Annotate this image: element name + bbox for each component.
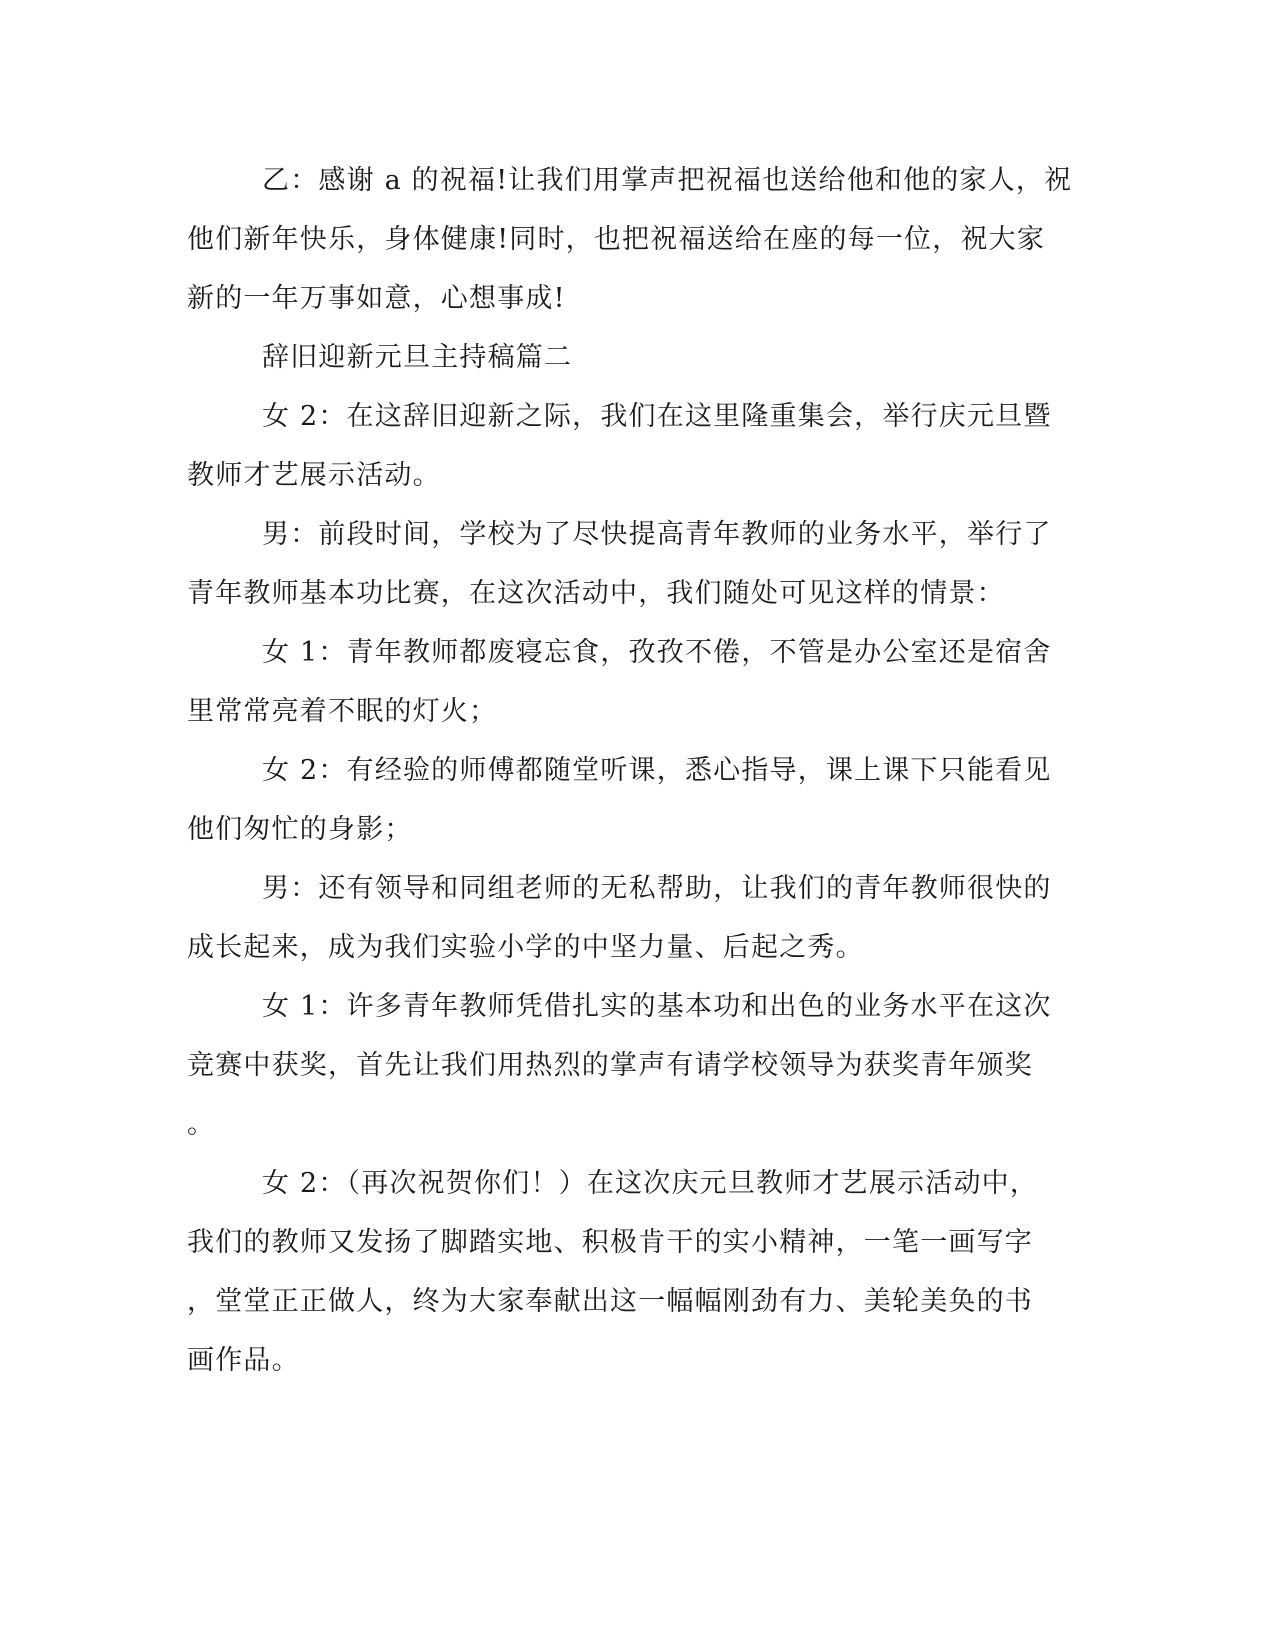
paragraph-line: 。	[187, 1109, 216, 1140]
paragraph-line: ，堂堂正正做人，终为大家奉献出这一幅幅刚劲有力、美轮美奂的书	[187, 1286, 1033, 1317]
paragraph-line: 女 2：在这辞旧迎新之际，我们在这里隆重集会，举行庆元旦暨	[262, 401, 1052, 432]
paragraph-line: 青年教师基本功比赛，在这次活动中，我们随处可见这样的情景：	[187, 578, 1005, 609]
paragraph-line: 里常常亮着不眠的灯火；	[187, 696, 498, 727]
section-heading: 辞旧迎新元旦主持稿篇二	[262, 342, 573, 373]
paragraph-line: 女 2：（再次祝贺你们！）在这次庆元旦教师才艺展示活动中，	[262, 1168, 1039, 1199]
paragraph-line: 竞赛中获奖，首先让我们用热烈的掌声有请学校领导为获奖青年颁奖	[187, 1050, 1033, 1081]
paragraph-line: 我们的教师又发扬了脚踏实地、积极肯干的实小精神，一笔一画写字	[187, 1227, 1033, 1258]
paragraph-line: 女 2：有经验的师傅都随堂听课，悉心指导，课上课下只能看见	[262, 755, 1052, 786]
paragraph-line: 成长起来，成为我们实验小学的中坚力量、后起之秀。	[187, 932, 864, 963]
paragraph-line: 他们匆忙的身影；	[187, 814, 413, 845]
paragraph-line: 教师才艺展示活动。	[187, 460, 441, 491]
paragraph-line: 女 1：青年教师都废寝忘食，孜孜不倦，不管是办公室还是宿舍	[262, 637, 1052, 668]
paragraph-line: 男：还有领导和同组老师的无私帮助，让我们的青年教师很快的	[262, 873, 1052, 904]
paragraph-line: 画作品。	[187, 1345, 300, 1376]
paragraph-line: 女 1：许多青年教师凭借扎实的基本功和出色的业务水平在这次	[262, 991, 1052, 1022]
paragraph-line: 男：前段时间，学校为了尽快提高青年教师的业务水平，举行了	[262, 519, 1052, 550]
paragraph-line: 乙：感谢 a 的祝福!让我们用掌声把祝福也送给他和他的家人，祝	[262, 165, 1073, 196]
paragraph-line: 新的一年万事如意，心想事成!	[187, 283, 566, 314]
paragraph-line: 他们新年快乐，身体健康!同时，也把祝福送给在座的每一位，祝大家	[187, 224, 1046, 255]
